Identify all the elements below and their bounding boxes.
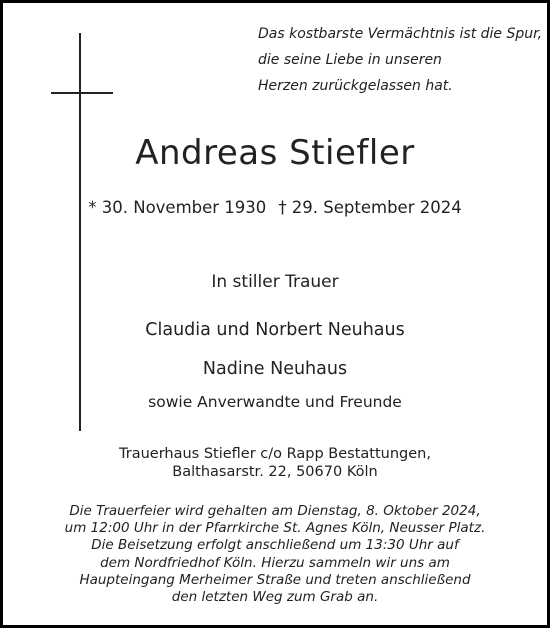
quote-line: die seine Liebe in unseren [258, 52, 442, 68]
mourner-relatives: sowie Anverwandte und Freunde [148, 393, 402, 411]
mourner-name: Nadine Neuhaus [202, 359, 348, 379]
quote-line: Das kostbarste Vermächtnis ist die Spur, [258, 26, 543, 42]
mourning-heading: In stiller Trauer [211, 272, 339, 292]
birth-date: * 30. November 1930 [88, 198, 267, 217]
address-line: Balthasarstr. 22, 50670 Köln [172, 464, 378, 480]
ceremony-line: Haupteingang Merheimer Straße und treten anschließend [79, 571, 471, 588]
ceremony-line: dem Nordfriedhof Köln. Hierzu sammeln wir uns am [100, 554, 450, 571]
address-line: Trauerhaus Stiefler c/o Rapp Bestattungen, [119, 446, 431, 462]
ceremony-line: Die Beisetzung erfolgt anschließend um 13:30 Uhr auf [91, 537, 459, 554]
quote-line: Herzen zurückgelassen hat. [258, 78, 453, 94]
death-date: † 29. September 2024 [278, 198, 462, 217]
ceremony-line: um 12:00 Uhr in der Pfarrkirche St. Agnes Köln, Neusser Platz. [64, 520, 486, 537]
ceremony-line: Die Trauerfeier wird gehalten am Dienstag, 8. Oktober 2024, [69, 503, 481, 519]
ceremony-line: den letzten Weg zum Grab an. [171, 589, 379, 606]
mourner-name: Claudia und Norbert Neuhaus [145, 320, 405, 340]
ceremony-details [3, 503, 547, 606]
deceased-name: Andreas Stiefler [135, 133, 415, 173]
cross-horizontal-bar [51, 92, 113, 94]
memorial-quote [258, 21, 542, 99]
life-dates [3, 198, 547, 217]
